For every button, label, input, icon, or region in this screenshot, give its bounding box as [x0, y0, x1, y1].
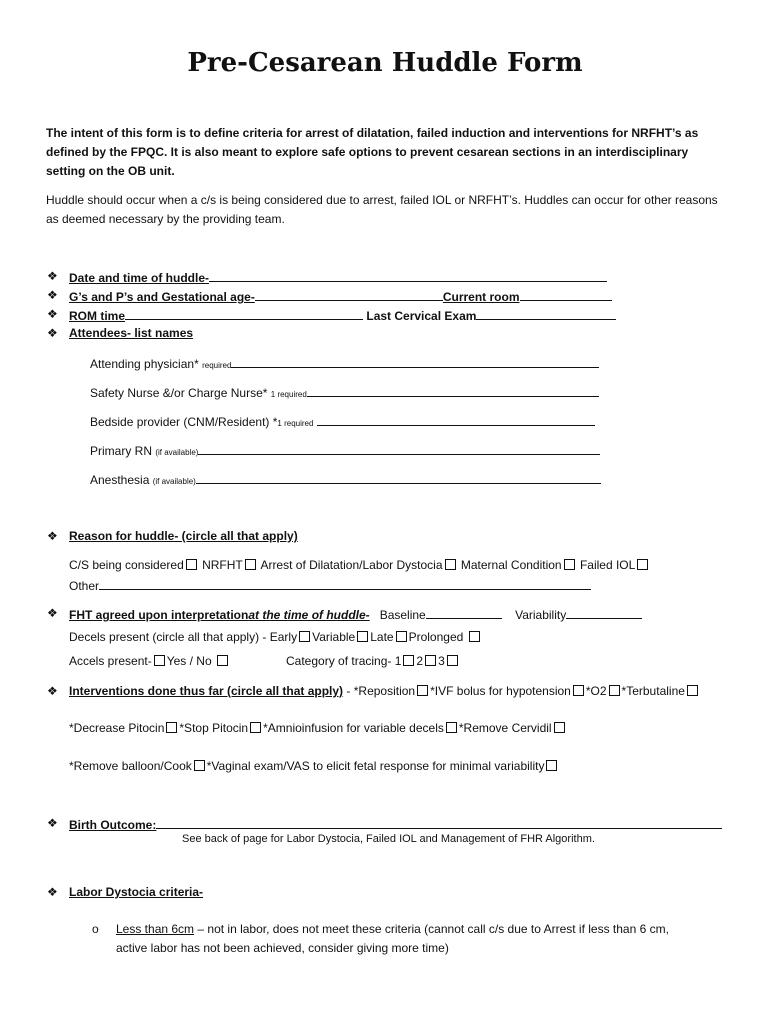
checkbox[interactable] — [154, 655, 165, 666]
baseline-label: Baseline — [379, 608, 426, 622]
bedside-field[interactable] — [317, 413, 595, 426]
variability-label: Variability — [515, 608, 567, 622]
attendees-label: Attendees- list names — [69, 326, 194, 340]
accels-label: Accels present- — [69, 654, 152, 668]
dystocia-item-text: – not in labor, does not meet these criteria (cannot call c/s due to Arrest if less than 6 cm, — [194, 922, 669, 936]
date-label: Date and time of huddle- — [69, 271, 210, 285]
attendees-row — [47, 326, 194, 340]
reason-option-maternal: Maternal Condition — [460, 558, 562, 572]
last-exam-field[interactable] — [476, 307, 616, 320]
decels-row — [69, 630, 482, 644]
gs-field[interactable] — [255, 288, 443, 301]
birth-field[interactable] — [156, 816, 722, 829]
bedside-label: Bedside provider (CNM/Resident) * — [90, 415, 278, 429]
rom-field[interactable] — [125, 307, 363, 320]
checkbox[interactable] — [166, 722, 177, 733]
decels-variable: Variable — [312, 630, 356, 644]
bullet-icon: ❖ — [47, 288, 58, 302]
attending-label: Attending physician* — [90, 357, 199, 371]
attending-note: required — [202, 361, 232, 370]
dystocia-item-underlined: Less than 6cm — [116, 922, 195, 936]
category-3: 3 — [438, 654, 445, 668]
intervention-decrease-pitocin: *Decrease Pitocin — [69, 721, 165, 735]
bullet-icon: ❖ — [47, 816, 58, 830]
safety-field[interactable] — [307, 384, 599, 397]
bedside-row — [90, 413, 595, 429]
checkbox[interactable] — [396, 631, 407, 642]
attending-row — [90, 355, 599, 371]
anesthesia-note: (if available) — [152, 477, 196, 486]
safety-row — [90, 384, 599, 400]
checkbox[interactable] — [447, 655, 458, 666]
huddle-description: Huddle should occur when a c/s is being considered due to arrest, failed IOL or NRFHT’s. Huddles can occur for other reasons as deemed necessary by the providing team. — [46, 193, 718, 226]
date-row — [47, 269, 607, 285]
reason-other-row — [69, 577, 591, 593]
checkbox[interactable] — [687, 685, 698, 696]
gs-row — [47, 288, 612, 304]
bullet-icon: ❖ — [47, 606, 58, 620]
primary-note: (if available) — [155, 448, 199, 457]
current-room-field[interactable] — [520, 288, 612, 301]
intervention-terbutaline: *Terbutaline — [621, 684, 685, 698]
reason-heading: Reason for huddle- (circle all that apply) — [69, 529, 298, 543]
fht-heading-italic: at the time of huddle- — [248, 608, 370, 622]
bullet-icon: ❖ — [47, 684, 58, 698]
category-2: 2 — [416, 654, 424, 668]
checkbox[interactable] — [194, 760, 205, 771]
interventions-row — [47, 684, 700, 698]
intervention-amnioinfusion: *Amnioinfusion for variable decels — [263, 721, 444, 735]
bullet-icon: ❖ — [47, 307, 58, 321]
attending-field[interactable] — [231, 355, 599, 368]
birth-row — [47, 816, 722, 832]
bullet-icon: ❖ — [47, 529, 58, 543]
current-room-label: Current room — [442, 290, 520, 304]
bullet-icon: ❖ — [47, 269, 58, 283]
page-title: Pre-Cesarean Huddle Form — [187, 48, 583, 78]
checkbox[interactable] — [245, 559, 256, 570]
checkbox[interactable] — [403, 655, 414, 666]
checkbox[interactable] — [554, 722, 565, 733]
checkbox[interactable] — [417, 685, 428, 696]
reason-row — [47, 529, 298, 543]
accels-yes-no: Yes / No — [166, 654, 212, 668]
checkbox[interactable] — [250, 722, 261, 733]
dystocia-item-line2: active labor has not been achieved, consider giving more time) — [116, 941, 449, 955]
intervention-vaginal-exam: *Vaginal exam/VAS to elicit fetal response for minimal variability — [206, 759, 545, 773]
intervention-remove-cervidil: *Remove Cervidil — [458, 721, 552, 735]
intervention-remove-balloon: *Remove balloon/Cook — [69, 759, 192, 773]
intro-text: The intent of this form is to define criteria for arrest of dilatation, failed induction and interventions for NRFHT’s as defined by the FPQC. It is also meant to explore safe options to prevent cesarean sections in an interdisciplinary setting on the OB unit. — [46, 126, 699, 178]
dystocia-row — [47, 885, 204, 899]
checkbox[interactable] — [469, 631, 480, 642]
checkbox[interactable] — [186, 559, 197, 570]
safety-note: 1 required — [270, 390, 307, 399]
intervention-ivf: *IVF bolus for hypotension — [430, 684, 571, 698]
checkbox[interactable] — [609, 685, 620, 696]
anesthesia-label: Anesthesia — [90, 473, 150, 487]
checkbox[interactable] — [573, 685, 584, 696]
last-exam-label: Last Cervical Exam — [366, 309, 477, 323]
intervention-reposition: - *Reposition — [346, 684, 416, 698]
accels-row — [69, 654, 230, 668]
reason-option-arrest: Arrest of Dilatation/Labor Dystocia — [260, 558, 443, 572]
baseline-field[interactable] — [426, 606, 502, 619]
safety-label: Safety Nurse &/or Charge Nurse* — [90, 386, 268, 400]
reason-option-nrfht: NRFHT — [202, 558, 243, 572]
checkbox[interactable] — [445, 559, 456, 570]
checkbox[interactable] — [299, 631, 310, 642]
variability-field[interactable] — [566, 606, 642, 619]
anesthesia-field[interactable] — [196, 471, 601, 484]
checkbox[interactable] — [446, 722, 457, 733]
intervention-stop-pitocin: *Stop Pitocin — [179, 721, 249, 735]
primary-field[interactable] — [198, 442, 600, 455]
decels-prolonged: Prolonged — [408, 630, 464, 644]
decels-late: Late — [370, 630, 394, 644]
checkbox[interactable] — [357, 631, 368, 642]
circle-bullet-icon: o — [92, 922, 99, 936]
bullet-icon: ❖ — [47, 326, 58, 340]
checkbox[interactable] — [564, 559, 575, 570]
dystocia-heading: Labor Dystocia criteria- — [69, 885, 204, 899]
bullet-icon: ❖ — [47, 885, 58, 899]
checkbox[interactable] — [217, 655, 228, 666]
anesthesia-row — [90, 471, 601, 487]
reason-option-failed-iol: Failed IOL — [579, 558, 636, 572]
interventions-line-3 — [69, 759, 559, 773]
primary-label: Primary RN — [90, 444, 152, 458]
fht-row — [47, 606, 642, 622]
interventions-line-2 — [69, 721, 567, 735]
reason-other-field[interactable] — [99, 577, 591, 590]
reason-options — [69, 558, 650, 572]
intervention-o2: *O2 — [585, 684, 607, 698]
dystocia-item — [92, 922, 669, 936]
checkbox[interactable] — [425, 655, 436, 666]
primary-row — [90, 442, 600, 458]
reason-other-label: Other — [69, 579, 100, 593]
gs-label: G’s and P’s and Gestational age- — [69, 290, 255, 304]
interventions-heading: Interventions done thus far (circle all that apply) — [69, 684, 344, 698]
birth-note: See back of page for Labor Dystocia, Failed IOL and Management of FHR Algorithm. — [182, 833, 595, 845]
checkbox[interactable] — [546, 760, 557, 771]
checkbox[interactable] — [637, 559, 648, 570]
reason-option-cs: C/S being considered — [69, 558, 184, 572]
decels-label: Decels present (circle all that apply) - Early — [69, 630, 298, 644]
date-field[interactable] — [209, 269, 607, 282]
category-label: Category of tracing- 1 — [286, 654, 402, 668]
rom-row — [47, 307, 616, 323]
category-row — [286, 654, 460, 668]
rom-label: ROM time — [69, 309, 126, 323]
birth-heading: Birth Outcome: — [69, 818, 157, 832]
bedside-note: 1 required — [277, 419, 314, 428]
fht-heading: FHT agreed upon interpretation — [69, 608, 249, 622]
